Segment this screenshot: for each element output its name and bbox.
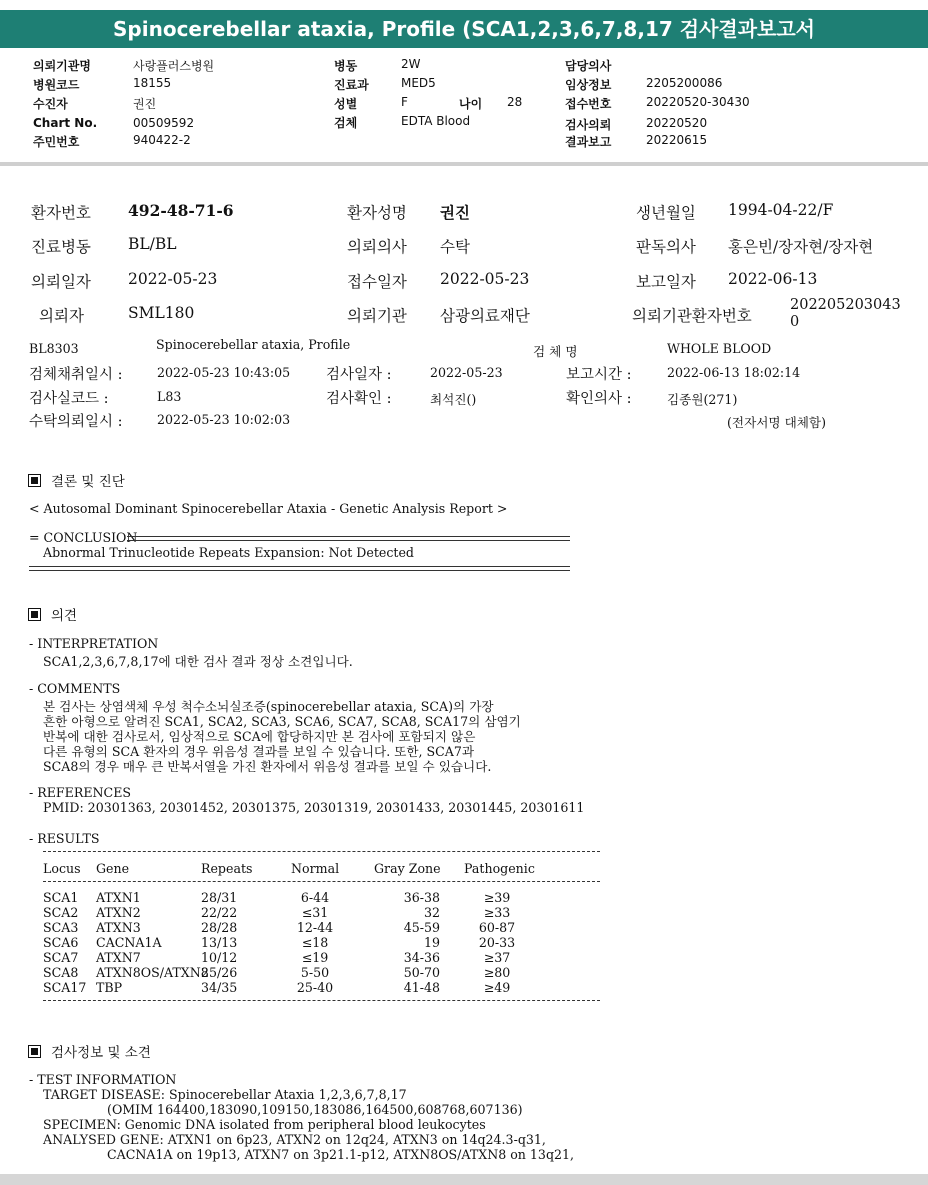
cell-repeats: 34/35	[201, 980, 238, 995]
testdate-value: 2022-05-23	[430, 365, 503, 380]
specimen-value: WHOLE BLOOD	[667, 341, 772, 356]
results-header: Pathogenic	[464, 861, 535, 876]
interpretation-text: SCA1,2,3,6,7,8,17에 대한 검사 결과 정상 소견입니다.	[43, 654, 353, 669]
double-rule	[127, 536, 570, 541]
header-label: 성별	[334, 97, 358, 111]
cell-locus: SCA8	[43, 965, 79, 980]
cell-gene: ATXN8OS/ATXN8	[96, 965, 209, 980]
age-value: 28	[507, 95, 523, 109]
cell-grayzone: 34-36	[403, 950, 440, 965]
patient-label: 의뢰자	[39, 307, 84, 325]
cell-repeats: 22/22	[201, 905, 238, 920]
comments-line: 흔한 아형으로 알려진 SCA1, SCA2, SCA3, SCA6, SCA7, SCA8, SCA17의 삼염기	[43, 714, 521, 729]
patient-name: 권진	[440, 203, 470, 222]
patient-value: 홍은빈/장자현/장자현	[728, 238, 874, 256]
header-label: 의뢰기관명	[33, 59, 91, 73]
test-name: Spinocerebellar ataxia, Profile	[156, 337, 351, 352]
cell-locus: SCA7	[43, 950, 79, 965]
cell-grayzone: 45-59	[403, 920, 440, 935]
results-header: Gray Zone	[374, 861, 441, 876]
header-value: 00509592	[133, 116, 195, 130]
cell-locus: SCA17	[43, 980, 87, 995]
section-title: 의견	[51, 608, 78, 624]
header-label: 진료과	[334, 78, 369, 92]
section-title: 검사정보 및 소견	[51, 1045, 151, 1061]
confirm-label: 검사확인 :	[326, 391, 392, 407]
patient-label: 환자성명	[347, 204, 407, 222]
patient-value: 2022-06-13	[728, 270, 818, 288]
section-box-icon	[28, 1045, 41, 1058]
header-info	[0, 50, 928, 166]
header-label: 검사의뢰	[565, 118, 612, 132]
doctor-label: 확인의사 :	[566, 391, 632, 407]
cell-normal: ≤18	[301, 935, 329, 950]
comments-line: 본 검사는 상염색체 우성 척수소뇌실조증(spinocerebellar ataxia, SCA)의 가장	[43, 699, 494, 714]
patient-value: 삼광의료재단	[440, 307, 530, 325]
patient-value: 수탁	[440, 238, 470, 256]
lab-code-value: L83	[157, 389, 182, 404]
header-value: 권진	[133, 97, 157, 111]
cell-pathogenic: ≥33	[483, 905, 511, 920]
comments-line: 다른 유형의 SCA 환자의 경우 위음성 결과를 보일 수 있습니다. 또한, SCA7과	[43, 744, 475, 759]
collect-label: 검체채취일시 :	[29, 367, 123, 383]
cell-gene: ATXN7	[96, 950, 141, 965]
testinfo-head: - TEST INFORMATION	[29, 1072, 177, 1087]
cell-pathogenic: 60-87	[478, 920, 516, 935]
patient-value: 2022-05-23	[128, 270, 218, 288]
patient-label: 보고일자	[636, 273, 696, 291]
header-value: 2205200086	[646, 76, 723, 90]
test-code: BL8303	[29, 341, 79, 356]
patient-label: 의뢰기관	[347, 307, 407, 325]
header-value: 940422-2	[133, 133, 191, 147]
references-head: - REFERENCES	[29, 785, 132, 800]
cell-repeats: 10/12	[201, 950, 238, 965]
patient-value: 202205203043	[790, 297, 901, 313]
results-header: Repeats	[201, 861, 253, 876]
patient-value-cont: 0	[790, 314, 800, 330]
section-info-heading	[28, 1041, 151, 1061]
header-label: 검체	[334, 116, 358, 130]
cell-gene: TBP	[96, 980, 123, 995]
cell-gene: CACNA1A	[96, 935, 162, 950]
report-title: Spinocerebellar ataxia, Profile (SCA1,2,3,6,7,8,17 검사결과보고서	[0, 10, 928, 48]
testinfo-line: CACNA1A on 19p13, ATXN7 on 3p21.1-p12, ATXN8OS/ATXN8 on 13q21,	[43, 1147, 575, 1162]
cell-grayzone: 36-38	[403, 890, 440, 905]
patient-label: 의뢰일자	[31, 273, 91, 291]
interpretation-head: - INTERPRETATION	[29, 636, 159, 651]
lab-code-label: 검사실코드 :	[29, 391, 109, 407]
cell-gene: ATXN3	[96, 920, 141, 935]
bottom-band	[0, 1174, 928, 1185]
cell-locus: SCA6	[43, 935, 79, 950]
cell-locus: SCA1	[43, 890, 79, 905]
cell-gene: ATXN2	[96, 905, 141, 920]
birth-date: 1994-04-22/F	[728, 201, 834, 219]
dashed-rule	[43, 851, 600, 852]
conclusion-head: = CONCLUSION	[29, 530, 138, 545]
header-value: 18155	[133, 76, 172, 90]
cell-gene: ATXN1	[96, 890, 141, 905]
cell-grayzone: 41-48	[403, 980, 440, 995]
patient-value: SML180	[128, 304, 195, 322]
cell-repeats: 25/26	[201, 965, 238, 980]
receive-label: 수탁의뢰일시 :	[29, 414, 123, 430]
cell-normal: 5-50	[300, 965, 330, 980]
patient-label: 판독의사	[636, 238, 696, 256]
age-label: 나이	[459, 97, 483, 111]
section-box-icon	[28, 608, 41, 621]
cell-repeats: 13/13	[201, 935, 238, 950]
header-value: F	[401, 95, 408, 109]
results-header: Locus	[43, 861, 81, 876]
cell-locus: SCA2	[43, 905, 79, 920]
testinfo-line: SPECIMEN: Genomic DNA isolated from peripheral blood leukocytes	[43, 1117, 486, 1132]
comments-line: SCA8의 경우 매우 큰 반복서열을 가진 환자에서 위음성 결과를 보일 수 있습니다.	[43, 759, 492, 774]
header-value: MED5	[401, 76, 436, 90]
double-rule	[29, 566, 570, 571]
testinfo-line: ANALYSED GENE: ATXN1 on 6p23, ATXN2 on 12q24, ATXN3 on 14q24.3-q31,	[43, 1132, 546, 1147]
comments-line: 반복에 대한 검사로서, 임상적으로 SCA에 합당하지만 본 검사에 포함되지 않은	[43, 729, 476, 744]
results-head: - RESULTS	[29, 831, 100, 846]
patient-label: 진료병동	[31, 238, 91, 256]
report-time-label: 보고시간 :	[566, 367, 632, 383]
header-label: 접수번호	[565, 97, 612, 111]
references-text: PMID: 20301363, 20301452, 20301375, 20301319, 20301433, 20301445, 20301611	[43, 800, 585, 815]
cell-normal: ≤31	[301, 905, 329, 920]
cell-repeats: 28/31	[201, 890, 238, 905]
header-value: 2W	[401, 57, 421, 71]
patient-label: 환자번호	[31, 204, 91, 222]
doctor-value: 김종원(271)	[667, 392, 738, 407]
results-header: Gene	[96, 861, 130, 876]
header-value: 20220520	[646, 116, 708, 130]
header-label: 임상정보	[565, 78, 612, 92]
header-label: 담당의사	[565, 59, 612, 73]
cell-locus: SCA3	[43, 920, 79, 935]
header-label: Chart No.	[33, 116, 98, 130]
cell-pathogenic: ≥37	[483, 950, 511, 965]
header-label: 결과보고	[565, 135, 612, 149]
header-label: 병동	[334, 59, 358, 73]
conclusion-text: Abnormal Trinucleotide Repeats Expansion: Not Detected	[43, 545, 414, 560]
cell-normal: 6-44	[300, 890, 330, 905]
section-title: 결론 및 진단	[51, 474, 125, 490]
cell-normal: 12-44	[296, 920, 334, 935]
results-header: Normal	[291, 861, 340, 876]
cell-grayzone: 50-70	[403, 965, 440, 980]
collect-value: 2022-05-23 10:43:05	[157, 365, 291, 380]
patient-label: 접수일자	[347, 273, 407, 291]
cell-grayzone: 32	[423, 905, 440, 920]
report-subtitle: < Autosomal Dominant Spinocerebellar Ataxia - Genetic Analysis Report >	[29, 501, 508, 516]
header-divider	[0, 162, 928, 166]
patient-number: 492-48-71-6	[128, 201, 234, 220]
header-value: 20220615	[646, 133, 708, 147]
patient-label: 의뢰기관환자번호	[632, 307, 752, 325]
specimen-label: 검 체 명	[533, 344, 578, 359]
cell-normal: 25-40	[296, 980, 334, 995]
testdate-label: 검사일자 :	[326, 367, 392, 383]
dashed-rule	[43, 1000, 600, 1001]
cell-pathogenic: ≥49	[483, 980, 511, 995]
header-value: EDTA Blood	[401, 114, 471, 128]
esign-note: (전자서명 대체함)	[727, 415, 826, 430]
receive-value: 2022-05-23 10:02:03	[157, 412, 291, 427]
cell-pathogenic: ≥80	[483, 965, 511, 980]
cell-grayzone: 19	[423, 935, 440, 950]
header-label: 주민번호	[33, 135, 80, 149]
testinfo-line: (OMIM 164400,183090,109150,183086,164500,608768,607136)	[43, 1102, 523, 1117]
header-value: 사랑플러스병원	[133, 59, 215, 73]
header-label: 수진자	[33, 97, 68, 111]
dashed-rule	[43, 881, 600, 882]
comments-head: - COMMENTS	[29, 681, 121, 696]
header-value: 20220520-30430	[646, 95, 750, 109]
confirm-value: 최석진()	[430, 392, 477, 407]
cell-pathogenic: 20-33	[478, 935, 516, 950]
section-result-heading	[28, 470, 125, 490]
section-box-icon	[28, 474, 41, 487]
patient-label: 생년월일	[636, 204, 696, 222]
patient-value: BL/BL	[128, 235, 177, 253]
header-label: 병원코드	[33, 78, 80, 92]
patient-info	[0, 192, 928, 342]
testinfo-line: TARGET DISEASE: Spinocerebellar Ataxia 1,2,3,6,7,8,17	[43, 1087, 407, 1102]
cell-normal: ≤19	[301, 950, 329, 965]
patient-label: 의뢰의사	[347, 238, 407, 256]
cell-repeats: 28/28	[201, 920, 238, 935]
section-opinion-heading	[28, 604, 77, 624]
report-time-value: 2022-06-13 18:02:14	[667, 365, 801, 380]
cell-pathogenic: ≥39	[483, 890, 511, 905]
patient-value: 2022-05-23	[440, 270, 530, 288]
